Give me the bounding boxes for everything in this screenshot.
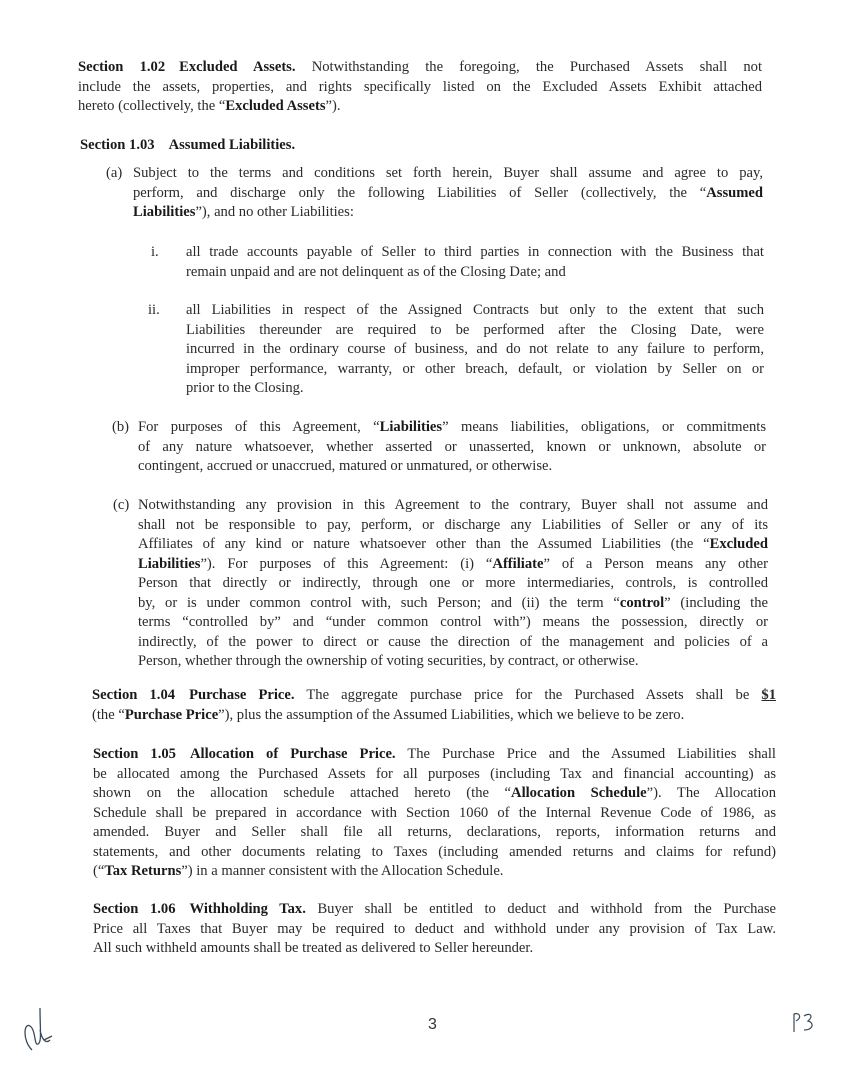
section-title: Excluded Assets. xyxy=(179,59,296,75)
defined-term: Excluded Assets xyxy=(225,98,326,114)
section-title: Allocation of Purchase Price. xyxy=(189,746,396,762)
clause-marker-b: (b) xyxy=(112,419,130,435)
defined-term: Affiliate xyxy=(492,555,544,572)
section-number: Section 1.03 xyxy=(80,137,155,153)
clause-a: Subject to the terms and conditions set forth herein, Buyer shall assume and agree to pay, perform, and discharge only the following Liabilities of Seller (collectively, the “Assumed Liabilities”), and no other Liabilities: xyxy=(133,165,763,220)
defined-term: Purchase Price xyxy=(124,706,219,723)
section-1-04: Section 1.04 Purchase Price. The aggregate purchase price for the Purchased Assets shall be $1 (the “Purchase Price”), plus the assumption of the Assumed Liabilities, which we believe to be zero. xyxy=(92,687,777,723)
section-1-02: Section 1.02 Excluded Assets. Notwithstanding the foregoing, the Purchased Assets shall not include the assets, properties, and rights specifically listed on the Excluded Assets Exhibit attached hereto (collectively, the “Excluded Assets”). xyxy=(78,59,763,114)
defined-term: Excluded xyxy=(709,536,768,552)
section-number: Section 1.02 xyxy=(78,59,166,75)
defined-term: Assumed xyxy=(706,184,763,201)
initials-left-signature xyxy=(18,1000,58,1060)
clause-b: For purposes of this Agreement, “Liabilities” means liabilities, obligations, or commitments of any nature whatsoever, whether asserted or unasserted, known or unknown, absolute or contingent, accrued or unaccrued, matured or unmatured, or otherwise. xyxy=(138,419,766,474)
clause-marker-a: (a) xyxy=(106,165,123,181)
item-marker-i: i. xyxy=(151,244,159,260)
defined-term: Liabilities xyxy=(133,204,196,220)
section-title: Purchase Price. xyxy=(189,687,295,703)
page-number: 3 xyxy=(428,1016,437,1033)
list-item: all trade accounts payable of Seller to third parties in connection with the Business that remain unpaid and are not delinquent as of the Closing Date; and xyxy=(186,244,764,280)
defined-term: Liabilities xyxy=(379,419,443,435)
clause-c: Notwithstanding any provision in this Agreement to the contrary, Buyer shall not assume and shall not be responsible to pay, perform, or discharge any Liabilities of Seller or any of its Affiliates of any kind or nature whatsoever other than the Assumed Liabilities (the “Excluded Liabilities”). For purposes of this Agreement: (i) “Affiliate” of a Person means any other Person that directly or indirectly, through one or more intermediaries, controls, is controlled by, or is under common control with, such Person; and (ii) the term “control” (including the terms “controlled by” and “under common control with”) means the possession, directly or indirectly, of the power to direct or cause the direction of the management and policies of a Person, whether through the ownership of voting securities, by contract, or otherwise. xyxy=(138,497,768,669)
list-item: all Liabilities in respect of the Assigned Contracts but only to the extent that such Liabilities thereunder are required to be performed after the Closing Date, were incurred in the ordinary course of business, and do not relate to any failure to perform, improper performance, warranty, or other breach, default, or violation by Seller on or prior to the Closing. xyxy=(186,302,764,396)
section-1-06: Section 1.06 Withholding Tax. Buyer shall be entitled to deduct and withhold from the Purchase Price all Taxes that Buyer may be required to deduct and withhold under any provision of Tax Law. All such withheld amounts shall be treated as delivered to Seller hereunder. xyxy=(93,901,776,956)
section-title: Withholding Tax. xyxy=(189,901,306,917)
purchase-price-amount: $1 xyxy=(761,687,777,703)
section-number: Section 1.04 xyxy=(92,687,176,703)
section-1-05: Section 1.05 Allocation of Purchase Price. The Purchase Price and the Assumed Liabilities shall be allocated among the Purchased Assets for all purposes (including Tax and financial accounting) as shown on the allocation schedule attached hereto (the “Allocation Schedule”). The Allocation Schedule shall be prepared in accordance with Section 1060 of the Internal Revenue Code of 1986, as amended. Buyer and Seller shall file all returns, declarations, reports, information returns and statements, and other documents relating to Taxes (including amended returns and claims for refund) (“Tax Returns”) in a manner consistent with the Allocation Schedule. xyxy=(93,746,776,879)
initials-right-signature xyxy=(790,1008,820,1036)
clause-marker-c: (c) xyxy=(113,497,130,513)
defined-term: control xyxy=(619,594,665,611)
defined-term: Liabilities xyxy=(138,555,201,572)
defined-term: Tax Returns xyxy=(104,863,182,879)
section-number: Section 1.06 xyxy=(93,901,176,917)
defined-term: Allocation Schedule xyxy=(511,785,647,801)
section-title: Assumed Liabilities. xyxy=(168,137,296,153)
section-1-03-heading xyxy=(80,136,480,156)
item-marker-ii: ii. xyxy=(148,302,160,318)
section-number: Section 1.05 xyxy=(93,746,176,762)
